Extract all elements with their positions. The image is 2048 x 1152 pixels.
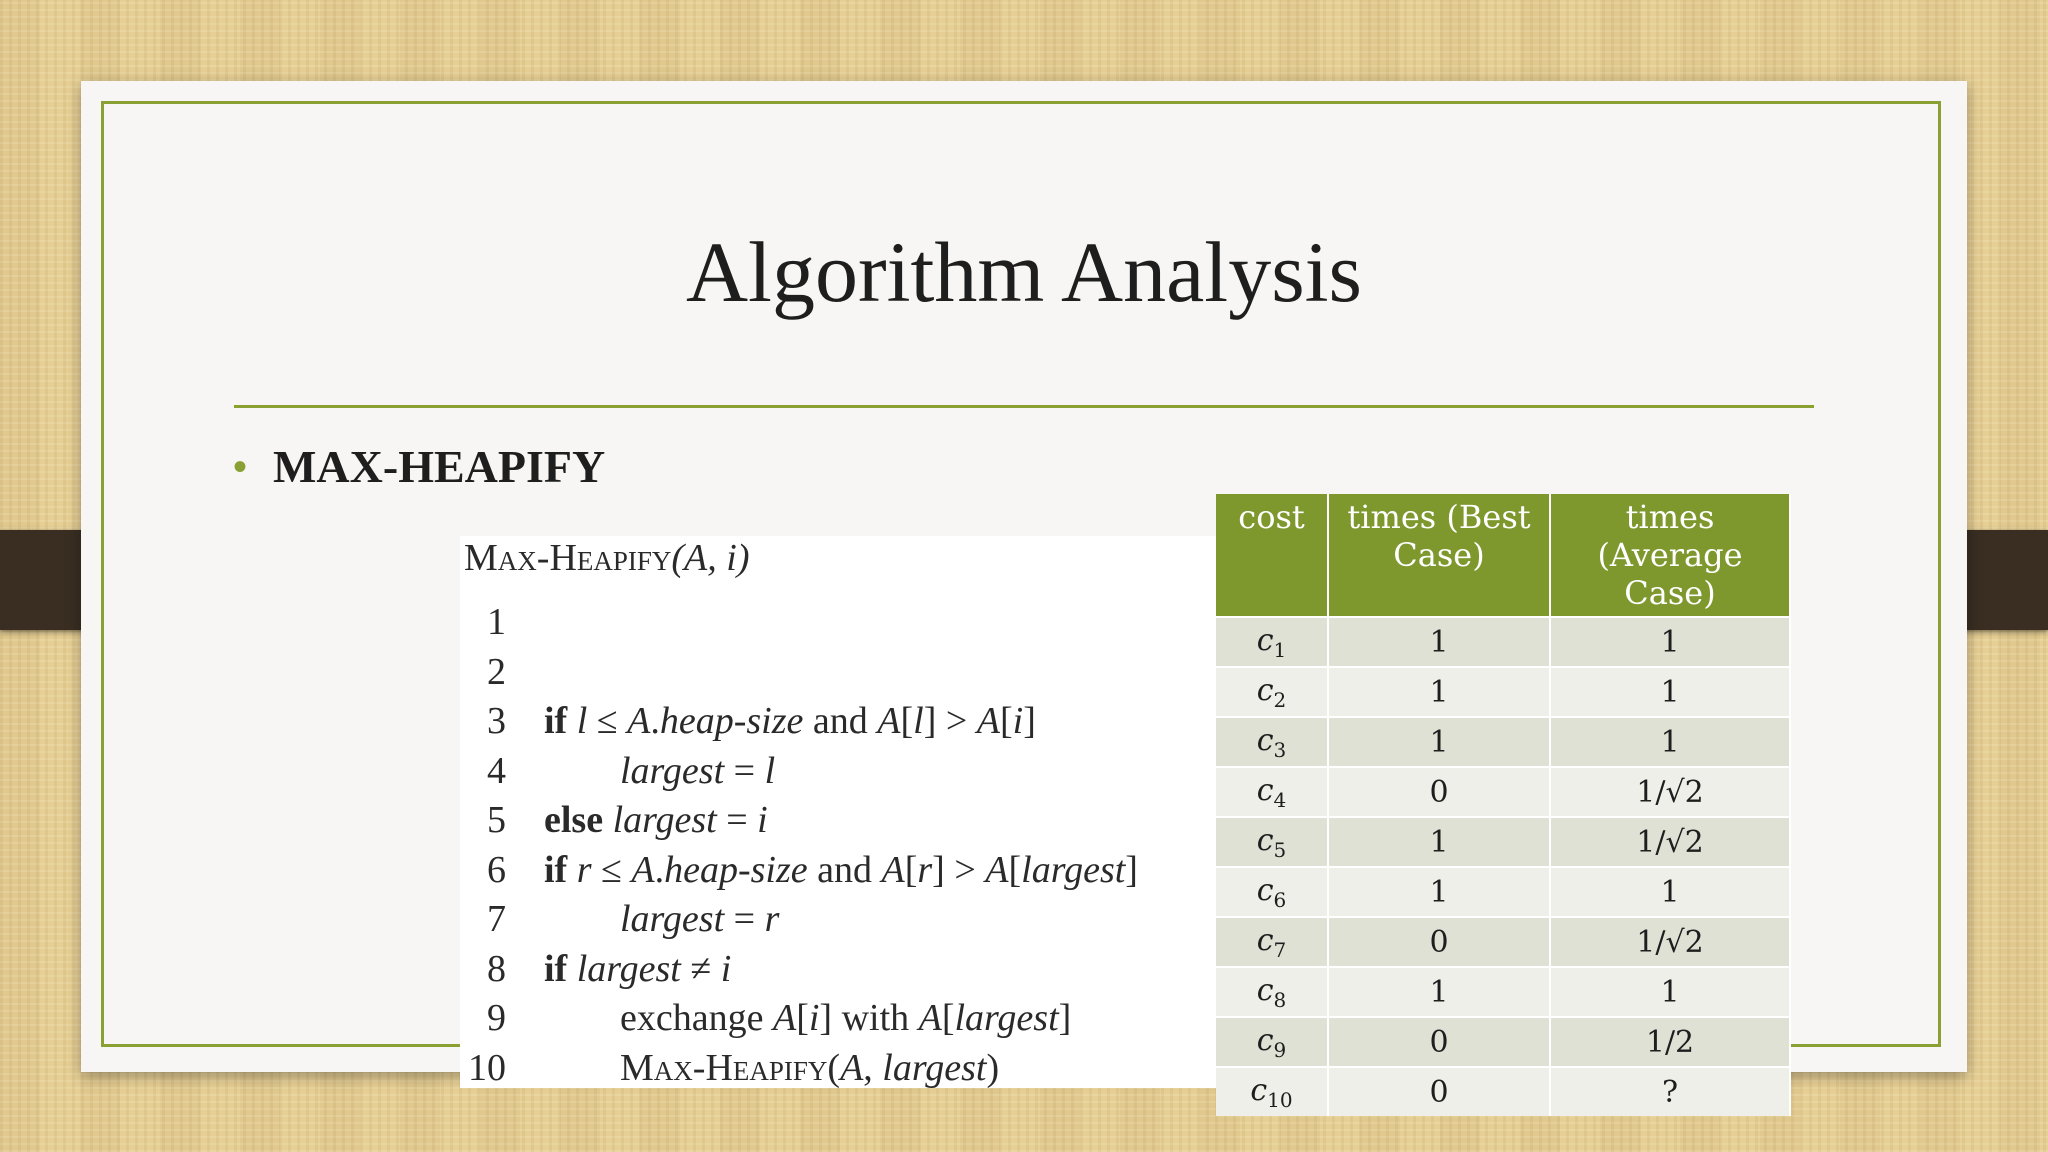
title-divider [234, 405, 1814, 408]
cost-subscript: 1 [1273, 637, 1287, 662]
cost-subscript: 5 [1273, 837, 1287, 862]
line-text: largest = r [620, 898, 780, 940]
cost-subscript: 2 [1273, 687, 1287, 712]
best-case-cell: 0 [1328, 917, 1550, 967]
table-row [1216, 917, 1790, 967]
cost-symbol: c [1256, 772, 1274, 808]
cost-cell [1216, 767, 1328, 817]
cost-subscript: 6 [1273, 887, 1287, 912]
table-row [1216, 767, 1790, 817]
cost-cell [1216, 717, 1328, 767]
cost-cell [1216, 967, 1328, 1017]
procedure-args: (A, i) [671, 537, 750, 579]
best-case-cell: 1 [1328, 717, 1550, 767]
cost-symbol: c [1256, 622, 1274, 658]
average-case-cell: 1 [1550, 617, 1790, 667]
cost-cell [1216, 867, 1328, 917]
table-row [1216, 817, 1790, 867]
average-case-cell: 1 [1550, 867, 1790, 917]
header-cost: cost [1216, 494, 1328, 617]
procedure-name: Max-Heapify [464, 537, 672, 579]
cost-symbol: c [1256, 1022, 1274, 1058]
cost-symbol: c [1256, 872, 1274, 908]
line-number: 6 [487, 848, 506, 891]
line-text: if r ≤ A.heap-size and A[r] > A[largest] [544, 848, 1138, 891]
average-case-cell: 1 [1550, 667, 1790, 717]
table-row [1216, 717, 1790, 767]
bullet-dot-icon: • [233, 444, 248, 489]
table-header-row [1216, 494, 1790, 617]
average-case-cell: 1/√2 [1550, 817, 1790, 867]
cost-symbol: c [1256, 722, 1274, 758]
cost-symbol: c [1256, 822, 1274, 858]
cost-symbol: c [1256, 922, 1274, 958]
cost-symbol: c [1250, 1072, 1268, 1108]
cost-subscript: 10 [1267, 1087, 1293, 1112]
best-case-cell: 1 [1328, 617, 1550, 667]
cost-subscript: 4 [1273, 787, 1287, 812]
line-number: 1 [487, 601, 506, 643]
line-number: 10 [468, 1046, 506, 1088]
best-case-cell: 1 [1328, 867, 1550, 917]
bullet-item [233, 440, 605, 493]
best-case-cell: 1 [1328, 667, 1550, 717]
table-row [1216, 667, 1790, 717]
line-text: Max-Heapify(A, largest) [620, 1046, 1000, 1088]
best-case-cell: 1 [1328, 817, 1550, 867]
best-case-cell: 0 [1328, 767, 1550, 817]
average-case-cell: 1/√2 [1550, 917, 1790, 967]
best-case-cell: 1 [1328, 967, 1550, 1017]
cost-symbol: c [1256, 672, 1274, 708]
average-case-cell: ? [1550, 1067, 1790, 1116]
table-row [1216, 867, 1790, 917]
header-average-case: times (Average Case) [1550, 494, 1790, 617]
cost-cell [1216, 1067, 1328, 1116]
cost-symbol: c [1256, 972, 1274, 1008]
line-text: else largest = i [544, 799, 768, 841]
line-number: 9 [487, 997, 506, 1039]
line-number: 5 [487, 799, 506, 841]
line-text: if l ≤ A.heap-size and A[l] > A[i] [544, 700, 1036, 742]
cost-cell [1216, 1017, 1328, 1067]
header-best-case: times (Best Case) [1328, 494, 1550, 617]
average-case-cell: 1/2 [1550, 1017, 1790, 1067]
pseudocode-image [460, 536, 1220, 1088]
line-text: exchange A[i] with A[largest] [620, 997, 1072, 1039]
cost-subscript: 9 [1273, 1037, 1287, 1062]
table-row [1216, 1067, 1790, 1116]
cost-subscript: 7 [1273, 937, 1287, 962]
line-text: largest = l [620, 749, 776, 792]
slide-title: Algorithm Analysis [685, 224, 1363, 320]
best-case-cell: 0 [1328, 1067, 1550, 1116]
cost-subscript: 8 [1273, 987, 1287, 1012]
cost-cell [1216, 917, 1328, 967]
best-case-cell: 0 [1328, 1017, 1550, 1067]
line-number: 4 [487, 749, 506, 792]
line-number: 7 [487, 898, 506, 940]
cost-cell [1216, 667, 1328, 717]
cost-subscript: 3 [1273, 737, 1287, 762]
average-case-cell: 1/√2 [1550, 767, 1790, 817]
line-number: 8 [487, 947, 506, 990]
table-row [1216, 967, 1790, 1017]
cost-cell [1216, 817, 1328, 867]
table-row [1216, 1017, 1790, 1067]
line-number: 3 [487, 700, 506, 742]
average-case-cell: 1 [1550, 717, 1790, 767]
cost-table [1216, 494, 1791, 1116]
table-row [1216, 617, 1790, 667]
bullet-text: MAX-HEAPIFY [273, 441, 606, 492]
line-number: 2 [487, 650, 506, 693]
line-text: if largest ≠ i [544, 947, 732, 990]
cost-cell [1216, 617, 1328, 667]
average-case-cell: 1 [1550, 967, 1790, 1017]
pseudocode-header [464, 536, 749, 580]
